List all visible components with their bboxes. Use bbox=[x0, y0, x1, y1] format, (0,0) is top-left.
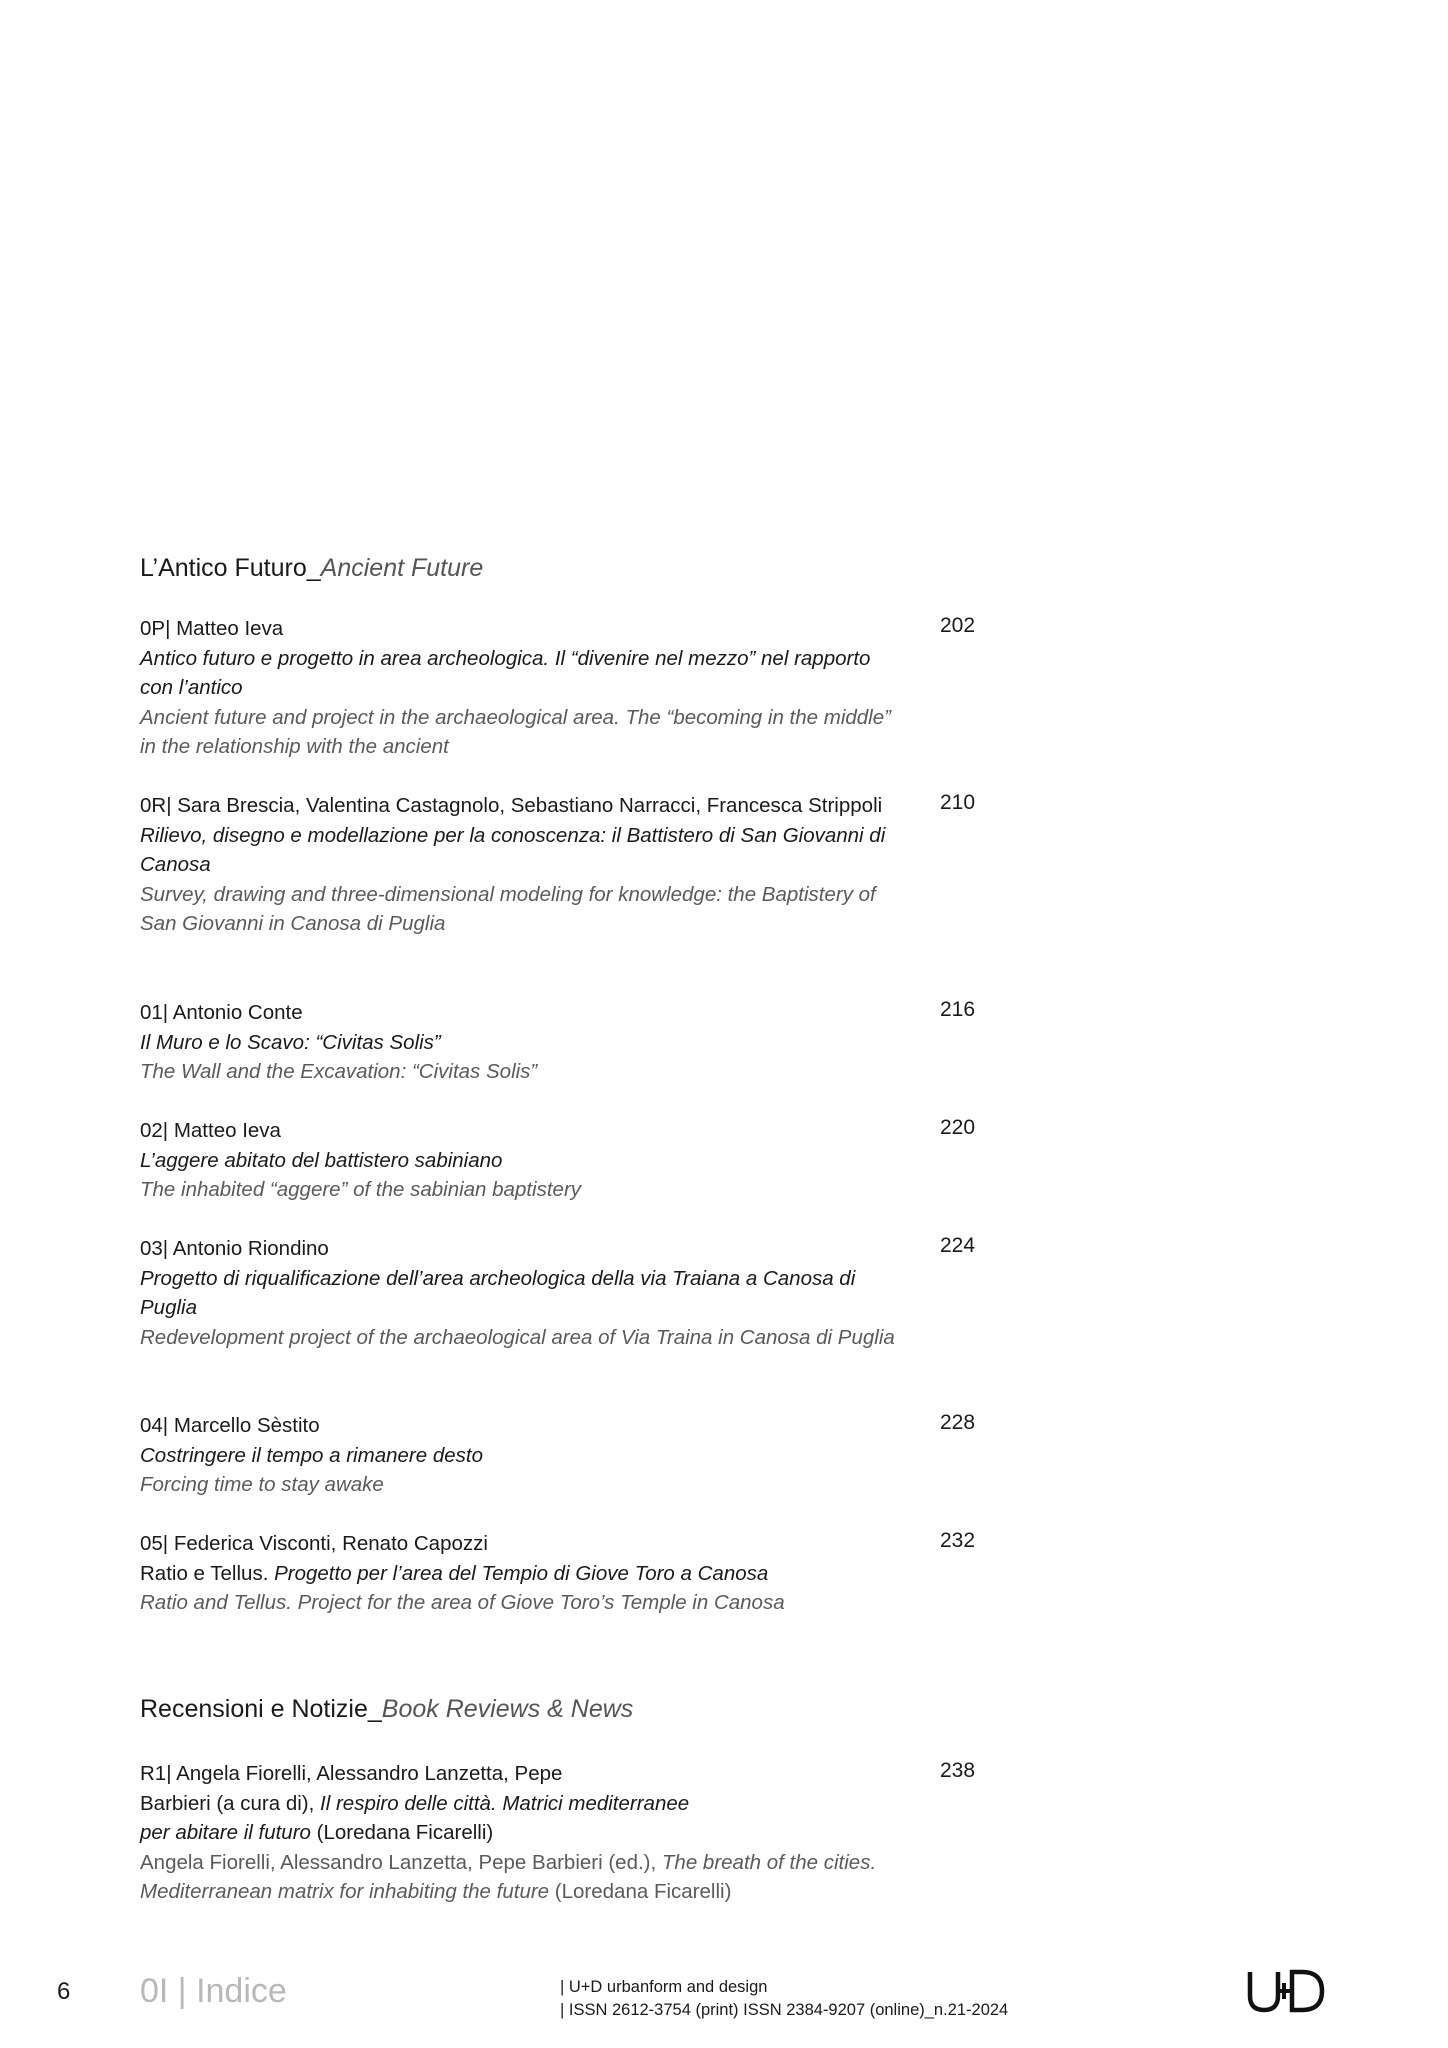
ud-logo-icon bbox=[1246, 1966, 1326, 2016]
toc-entry-0r[interactable] bbox=[140, 791, 1000, 939]
toc-entry-01[interactable] bbox=[140, 998, 1000, 1087]
review-title-it-part1: Il respiro delle città. Matrici mediterranee bbox=[320, 1791, 690, 1815]
section-title-en: Ancient Future bbox=[320, 554, 484, 582]
toc-entry-02[interactable] bbox=[140, 1116, 1000, 1205]
section-title-en: Book Reviews & News bbox=[381, 1695, 634, 1723]
toc-entry-04[interactable] bbox=[140, 1411, 1000, 1500]
entry-title-it: L’aggere abitato del battistero sabiniano bbox=[140, 1148, 503, 1172]
entry-title-it: Progetto di riqualificazione dell’area archeologica della via Traiana a Canosa di Puglia bbox=[140, 1266, 856, 1319]
entry-page-r1: 238 bbox=[940, 1759, 976, 1782]
review-editors: Barbieri (a cura di), bbox=[140, 1791, 321, 1815]
review-en-reviewer: (Loredana Ficarelli) bbox=[549, 1880, 732, 1903]
entry-author: 03| Antonio Riondino bbox=[140, 1237, 329, 1260]
entry-author: 0P| Matteo Ieva bbox=[140, 617, 284, 640]
entry-page-03: 224 bbox=[940, 1234, 976, 1257]
entry-author: 05| Federica Visconti, Renato Capozzi bbox=[140, 1532, 488, 1555]
entry-title-en: Survey, drawing and three-dimensional modeling for knowledge: the Baptistery of San Giovanni in Canosa di Puglia bbox=[140, 882, 876, 935]
entry-title-it: Costringere il tempo a rimanere desto bbox=[140, 1443, 483, 1467]
entry-title-it: Antico futuro e progetto in area archeologica. Il “divenire nel mezzo” nel rapporto con l’antico bbox=[140, 646, 871, 699]
entry-title-en: The inhabited “aggere” of the sabinian baptistery bbox=[140, 1178, 582, 1201]
review-title-it-part2: per abitare il futuro bbox=[140, 1821, 311, 1844]
entry-title-prefix: Ratio e Tellus. bbox=[140, 1561, 275, 1585]
toc-entry-03[interactable] bbox=[140, 1234, 1000, 1352]
section-title-ancient-future bbox=[140, 552, 1040, 584]
entry-title-en: Forcing time to stay awake bbox=[140, 1473, 384, 1496]
entry-title-en: Ancient future and project in the archaeological area. The “becoming in the middle” in the relationship with the ancient bbox=[140, 705, 891, 758]
section-title-it: L’Antico Futuro_ bbox=[140, 554, 321, 582]
entry-page-02: 220 bbox=[940, 1116, 976, 1139]
review-reviewer: (Loredana Ficarelli) bbox=[310, 1821, 494, 1844]
toc-entry-0p[interactable] bbox=[140, 614, 1000, 762]
entry-page-0r: 210 bbox=[940, 791, 976, 814]
entry-title-it: Rilievo, disegno e modellazione per la conoscenza: il Battistero di San Giovanni di Canosa bbox=[140, 823, 886, 876]
footer-journal-info bbox=[560, 1976, 1008, 2022]
entry-title-en: Redevelopment project of the archaeological area of Via Traina in Canosa di Puglia bbox=[140, 1325, 895, 1349]
review-line-1: R1| Angela Fiorelli, Alessandro Lanzetta, Pepe bbox=[140, 1762, 563, 1785]
footer-section-label: 0I | Indice bbox=[140, 1972, 287, 2010]
review-en-title: The breath of the cities. Mediterranean matrix for inhabiting the future bbox=[140, 1850, 877, 1903]
entry-title-it: Progetto per l’area del Tempio di Giove Toro a Canosa bbox=[274, 1561, 769, 1585]
page-number: 6 bbox=[57, 1978, 71, 2005]
entry-page-05: 232 bbox=[940, 1529, 976, 1552]
footer-issn: | ISSN 2612-3754 (print) ISSN 2384-9207 (online)_n.21-2024 bbox=[560, 2001, 1009, 2019]
review-en-authors: Angela Fiorelli, Alessandro Lanzetta, Pepe Barbieri (ed.), bbox=[140, 1850, 662, 1874]
footer-journal-name: | U+D urbanform and design bbox=[560, 1978, 768, 1996]
entry-author: 0R| Sara Brescia, Valentina Castagnolo, Sebastiano Narracci, Francesca Strippoli bbox=[140, 794, 883, 817]
entry-page-04: 228 bbox=[940, 1411, 976, 1434]
entry-author: 01| Antonio Conte bbox=[140, 1001, 303, 1024]
entry-title-en: Ratio and Tellus. Project for the area of Giove Toro’s Temple in Canosa bbox=[140, 1591, 785, 1614]
entry-page-0p: 202 bbox=[940, 614, 976, 637]
entry-author: 04| Marcello Sèstito bbox=[140, 1414, 320, 1437]
entry-page-01: 216 bbox=[940, 998, 976, 1021]
section-title-reviews bbox=[140, 1693, 1040, 1725]
section-title-it: Recensioni e Notizie_ bbox=[140, 1695, 382, 1723]
entry-title-en: The Wall and the Excavation: “Civitas Solis” bbox=[140, 1060, 538, 1083]
toc-entry-r1[interactable] bbox=[140, 1759, 1000, 1907]
entry-author: 02| Matteo Ieva bbox=[140, 1119, 281, 1142]
entry-title-it: Il Muro e lo Scavo: “Civitas Solis” bbox=[140, 1030, 441, 1054]
toc-entry-05[interactable] bbox=[140, 1529, 1000, 1618]
